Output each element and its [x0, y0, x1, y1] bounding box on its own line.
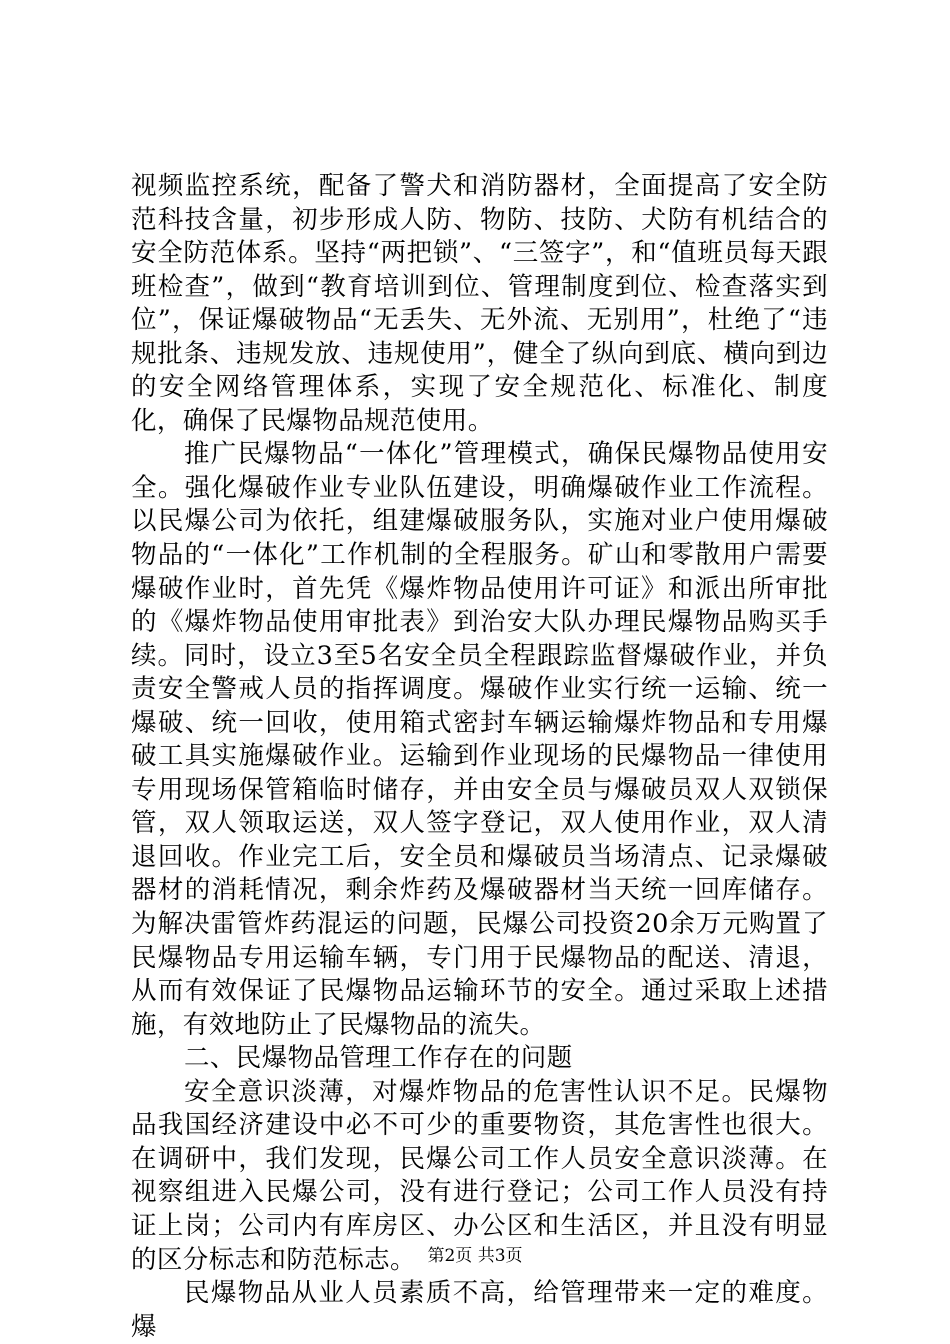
paragraph-promotion-model: 推广民爆物品“一体化”管理模式，确保民爆物品使用安全。强化爆破作业专业队伍建设，明确爆破作业工作流程。以民爆公司为依托，组建爆破服务队，实施对业户使用爆破物品的“一体化”工作机制的全程服务。矿山和零散用户需要爆破作业时，首先凭《爆炸物品使用许可证》和派出所审批的《爆炸物品使用审批表》到治安大队办理民爆物品购买手续。同时，设立3至5名安全员全程跟踪监督爆破作业，并负责安全警戒人员的指挥调度。爆破作业实行统一运输、统一爆破、统一回收，使用箱式密封车辆运输爆炸物品和专用爆破工具实施爆破作业。运输到作业现场的民爆物品一律使用专用现场保管箱临时储存，并由安全员与爆破员双人双锁保管，双人领取运送，双人签字登记，双人使用作业，双人清退回收。作业完工后，安全员和爆破员当场清点、记录爆破器材的消耗情况，剩余炸药及爆破器材当天统一回库储存。为解决雷管炸药混运的问题，民爆公司投资20余万元购置了民爆物品专用运输车辆，专门用于民爆物品的配送、清退，从而有效保证了民爆物品运输环节的安全。通过采取上述措施，有效地防止了民爆物品的流失。 — [131, 439, 828, 1040]
paragraph-staff-quality: 民爆物品从业人员素质不高，给管理带来一定的难度。爆 — [131, 1278, 828, 1342]
paragraph-safety-awareness: 安全意识淡薄，对爆炸物品的危害性认识不足。民爆物品我国经济建设中必不可少的重要物资，其危害性也很大。在调研中，我们发现，民爆公司工作人员安全意识淡薄。在视察组进入民爆公司，没有进行登记；公司工作人员没有持证上岗；公司内有库房区、办公区和生活区，并且没有明显的区分标志和防范标志。 — [131, 1076, 828, 1275]
section-heading: 二、民爆物品管理工作存在的问题 — [184, 1043, 573, 1074]
page-number-footer: 第2页 共3页 — [427, 1246, 523, 1266]
paragraph-continuation: 视频监控系统，配备了警犬和消防器材，全面提高了安全防范科技含量，初步形成人防、物防、技防、犬防有机结合的安全防范体系。坚持“两把锁”、“三签字”，和“值班员每天跟班检查”，做到“教育培训到位、管理制度到位、检查落实到位”，保证爆破物品“无丢失、无外流、无别用”，杜绝了“违规批条、违规发放、违规使用”，健全了纵向到底、横向到边的安全网络管理体系，实现了安全规范化、标准化、制度化，确保了民爆物品规范使用。 — [131, 171, 828, 436]
document-body — [131, 170, 828, 1344]
